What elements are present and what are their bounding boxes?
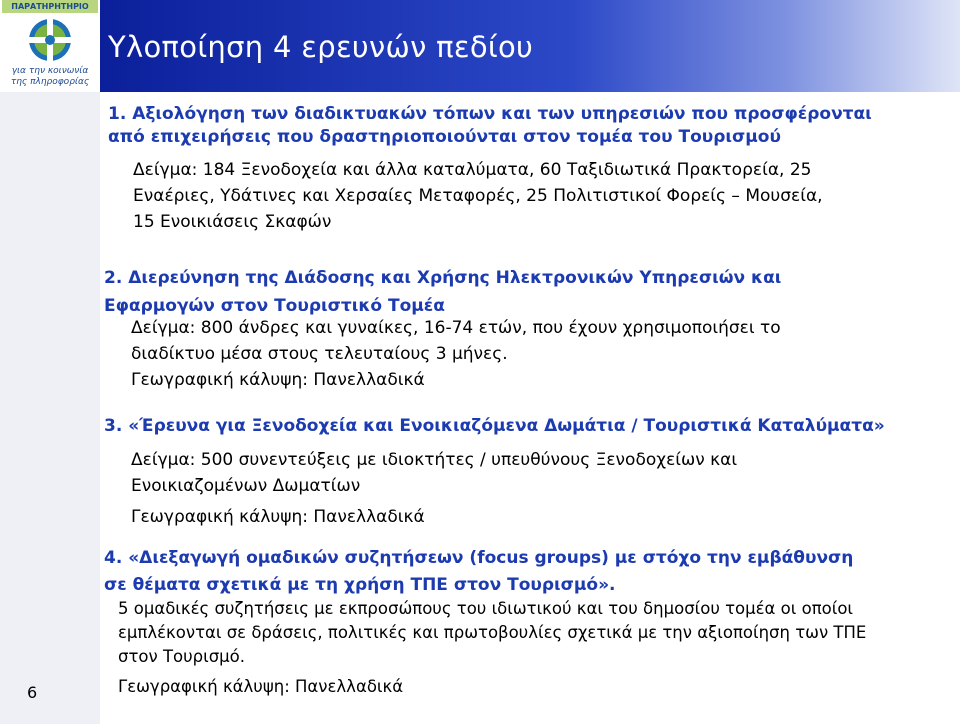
section-heading: 2. Διερεύνηση της Διάδοσης και Χρήσης Ηλεκτρονικών Υπηρεσιών και Εφαρμογών στον Τουριστικό Τομέα [104,268,782,316]
section-heading: 1. Αξιολόγηση των διαδικτυακών τόπων και των υπηρεσιών που προσφέρονται από επιχειρήσεις που δραστηριοποιούνται στον τομέα του Τουρισμού [108,104,872,147]
left-margin-band [0,0,100,724]
survey-section-1-body: Δείγμα: 184 Ξενοδοχεία και άλλα καταλύματα, 60 Ταξιδιωτικά Πρακτορεία, 25 Εναέριες, Υδάτινες και Χερσαίες Μεταφορές, 25 Πολιτιστικοί Φορείς – Μουσεία, 15 Ενοικιάσεις Σκαφών [133,160,823,232]
logo-emblem-icon [12,14,88,66]
survey-section-3 [104,415,885,438]
logo-banner: ΠΑΡΑΤΗΡΗΤΗΡΙΟ [2,0,98,13]
survey-section-3-body: Δείγμα: 500 συνεντεύξεις με ιδιοκτήτες / υπευθύνους Ξενοδοχείων και Ενοικιαζομένων Δωματίων Γεωγραφική κάλυψη: Πανελλαδικά [131,450,738,527]
survey-section-2 [104,264,781,320]
survey-section-4 [104,545,853,599]
section-heading: 4. «Διεξαγωγή ομαδικών συζητήσεων (focus groups) με στόχο την εμβάθυνση σε θέματα σχετικά με τη χρήση ΤΠΕ στον Τουρισμό». [104,548,854,595]
page-title: Υλοποίηση 4 ερευνών πεδίου [108,30,534,64]
survey-section-4-body: 5 ομαδικές συζητήσεις με εκπροσώπους του ιδιωτικού και του δημοσίου τομέα οι οποίοι εμπλέκονται σε δράσεις, πολιτικές και πρωτοβουλίες σχετικά με την αξιοποίηση των ΤΠΕ στον Τουρισμό. Γεωγραφική κάλυψη: Πανελλαδικά [118,599,867,696]
page-number: 6 [27,683,38,702]
survey-section-2-body: Δείγμα: 800 άνδρες και γυναίκες, 16-74 ετών, που έχουν χρησιμοποιήσει το διαδίκτυο μέσα στους τελευταίους 3 μήνες. Γεωγραφική κάλυψη: Πανελλαδικά [131,318,781,390]
observatory-logo [0,0,100,92]
logo-tagline: για την κοινωνία της πληροφορίας [10,66,90,87]
section-heading: 3. «Έρευνα για Ξενοδοχεία και Ενοικιαζόμενα Δωμάτια / Τουριστικά Καταλύματα» [104,416,885,436]
survey-section-1 [108,103,872,149]
